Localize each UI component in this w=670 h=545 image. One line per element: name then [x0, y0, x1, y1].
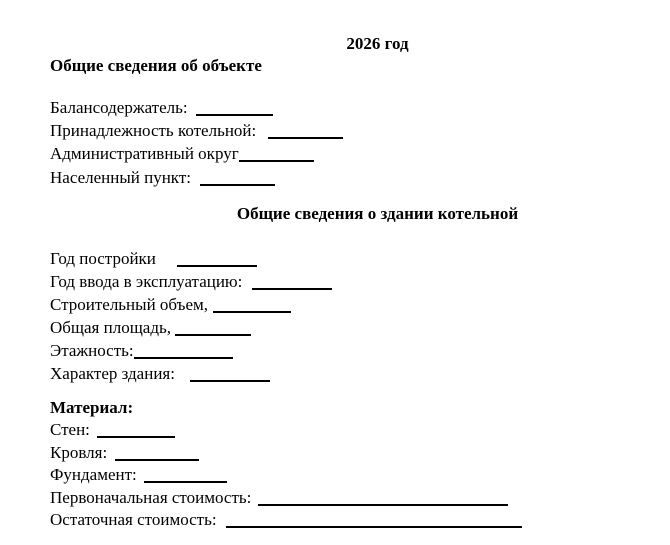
- blank-underline[interactable]: [190, 367, 270, 382]
- blank-underline[interactable]: [268, 124, 343, 139]
- document-page: [50, 0, 670, 545]
- field-residual-cost: [50, 509, 670, 531]
- field-label: Остаточная стоимость:: [50, 510, 217, 530]
- section-building-info: [50, 247, 670, 385]
- blank-underline[interactable]: [115, 446, 199, 461]
- blank-underline[interactable]: [97, 423, 175, 438]
- field-roof-material: [50, 442, 670, 464]
- field-label: Характер здания:: [50, 364, 175, 383]
- section-material-heading: Материал:: [50, 398, 134, 417]
- field-label: Год постройки: [50, 249, 156, 268]
- blank-underline[interactable]: [196, 101, 273, 116]
- field-building-volume: [50, 293, 670, 316]
- blank-underline[interactable]: [144, 468, 227, 483]
- blank-underline[interactable]: [252, 275, 332, 290]
- blank-underline[interactable]: [134, 344, 233, 359]
- blank-underline[interactable]: [258, 491, 508, 506]
- field-floor-count: [50, 339, 670, 362]
- field-construction-year: [50, 247, 670, 270]
- field-total-area: [50, 316, 670, 339]
- field-label: Фундамент:: [50, 465, 137, 485]
- field-label: Кровля:: [50, 442, 108, 462]
- section-material: [50, 397, 670, 531]
- field-boiler-ownership: [50, 119, 670, 142]
- section-object-info: [50, 96, 670, 189]
- blank-underline[interactable]: [213, 298, 291, 313]
- blank-underline[interactable]: [175, 321, 251, 336]
- field-settlement: [50, 166, 670, 189]
- field-walls-material: [50, 419, 670, 441]
- field-label: Строительный объем,: [50, 295, 208, 314]
- field-label: Населенный пункт:: [50, 167, 191, 187]
- field-building-character: [50, 362, 670, 385]
- field-label: Принадлежность котельной:: [50, 121, 257, 141]
- blank-underline[interactable]: [239, 147, 314, 162]
- section-object-info-heading: Общие сведения об объекте: [50, 56, 262, 75]
- section-building-info-heading: Общие сведения о здании котельной: [236, 204, 519, 223]
- blank-underline[interactable]: [200, 171, 275, 186]
- field-label: Стен:: [50, 420, 90, 440]
- field-initial-cost: [50, 487, 670, 509]
- field-label: Административный округ: [50, 144, 239, 164]
- field-label: Балансодержатель:: [50, 98, 188, 117]
- document-year-title: 2026 год: [346, 34, 409, 53]
- blank-underline[interactable]: [226, 513, 522, 528]
- field-commissioning-year: [50, 270, 670, 293]
- field-balance-holder: [50, 96, 670, 119]
- field-label: Общая площадь,: [50, 318, 172, 337]
- field-foundation-material: [50, 464, 670, 486]
- field-label: Первоначальная стоимость:: [50, 487, 252, 507]
- blank-underline[interactable]: [177, 252, 257, 267]
- field-administrative-district: [50, 142, 670, 165]
- field-label: Этажность:: [50, 341, 134, 360]
- field-label: Год ввода в эксплуатацию:: [50, 272, 243, 291]
